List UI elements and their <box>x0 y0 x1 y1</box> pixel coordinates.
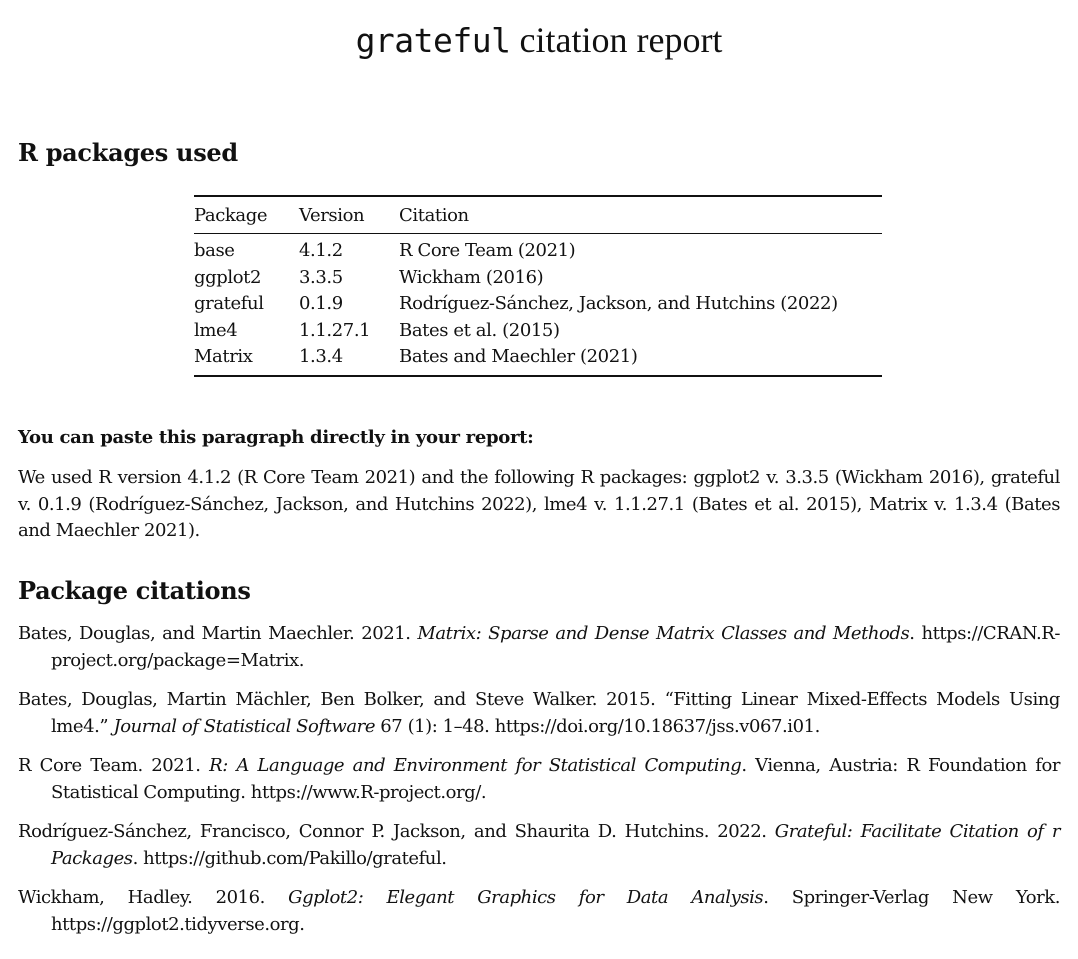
reference-text: . https://CRAN.R-project.org/package=Matrix. <box>51 623 1060 671</box>
column-header-package: Package <box>194 196 299 234</box>
reference-text: Bates, Douglas, Martin Mächler, Ben Bolker, and Steve Walker. 2015. “Fitting Linear Mixed-Effects Models Using lme4.” <box>18 689 1060 737</box>
reference-item <box>18 885 1060 938</box>
reference-text: 67 (1): 1–48. https://doi.org/10.18637/jss.v067.i01. <box>375 715 820 737</box>
package-cell: grateful <box>194 293 264 314</box>
citation-cell: R Core Team (2021) <box>399 240 576 261</box>
reference-title: Grateful: Facilitate Citation of r Packages <box>51 821 1060 869</box>
reference-text: R Core Team. 2021. <box>18 755 210 776</box>
version-cell: 3.3.5 <box>299 266 343 288</box>
version-cell: 4.1.2 <box>299 240 343 261</box>
title-text: citation report <box>510 20 723 60</box>
package-cell: lme4 <box>194 319 238 341</box>
reference-item <box>18 819 1060 872</box>
citation-cell: Bates and Maechler (2021) <box>399 344 882 376</box>
reference-item <box>18 687 1060 740</box>
packages-table-container <box>194 195 882 377</box>
reference-title: R: A Language and Environment for Statistical Computing <box>209 755 742 776</box>
package-cell: ggplot2 <box>194 266 262 288</box>
reference-text: . Vienna, Austria: R Foundation for Statistical Computing. https://www.R-project.org/. <box>51 755 1060 803</box>
version-cell: 0.1.9 <box>299 293 343 314</box>
table-row <box>194 318 882 345</box>
reference-text: . https://github.com/Pakillo/grateful. <box>132 847 447 869</box>
citation-paragraph: We used R version 4.1.2 (R Core Team 2021) and the following R packages: ggplot2 v. 3.3.5 (Wickham 2016), grateful v. 0.1.9 (Rodríguez-Sánchez, Jackson, and Hutchins 2022), lme4 v. 1.1.27.1 (Bates et al. 2015), Matrix v. 1.3.4 (Bates and Maechler 2021). <box>18 467 1060 541</box>
version-cell: 1.3.4 <box>299 344 399 376</box>
packages-table <box>194 195 882 377</box>
citation-cell: Rodríguez-Sánchez, Jackson, and Hutchins (2022) <box>399 293 838 314</box>
column-header-version: Version <box>299 196 399 234</box>
citation-cell: Bates et al. (2015) <box>399 319 560 341</box>
reference-text: Wickham, Hadley. 2016. <box>18 887 289 908</box>
table-row <box>194 291 882 318</box>
packages-used-heading: R packages used <box>18 138 238 167</box>
page-title <box>0 18 1078 63</box>
reference-item <box>18 621 1060 674</box>
column-header-citation: Citation <box>399 196 882 234</box>
reference-item <box>18 753 1060 806</box>
package-cell: base <box>194 240 235 261</box>
table-row <box>194 344 882 376</box>
package-citations-heading: Package citations <box>18 576 251 605</box>
package-cell: Matrix <box>194 344 299 376</box>
title-package-name: grateful <box>355 21 511 60</box>
reference-list <box>18 621 1060 951</box>
reference-journal: Journal of Statistical Software <box>113 715 376 737</box>
paste-paragraph-label: You can paste this paragraph directly in your report: <box>18 427 534 448</box>
reference-title: Matrix: Sparse and Dense Matrix Classes and Methods <box>417 623 910 644</box>
table-row <box>194 234 882 265</box>
table-header-row <box>194 196 882 234</box>
table-row <box>194 265 882 292</box>
version-cell: 1.1.27.1 <box>299 319 371 341</box>
reference-text: Rodríguez-Sánchez, Francisco, Connor P. Jackson, and Shaurita D. Hutchins. 2022. <box>18 821 775 842</box>
citation-cell: Wickham (2016) <box>399 266 544 288</box>
reference-text: Bates, Douglas, and Martin Maechler. 2021. <box>18 623 418 644</box>
reference-title: Ggplot2: Elegant Graphics for Data Analysis <box>288 887 764 908</box>
reference-text: . Springer-Verlag New York. https://ggplot2.tidyverse.org. <box>51 887 1061 935</box>
